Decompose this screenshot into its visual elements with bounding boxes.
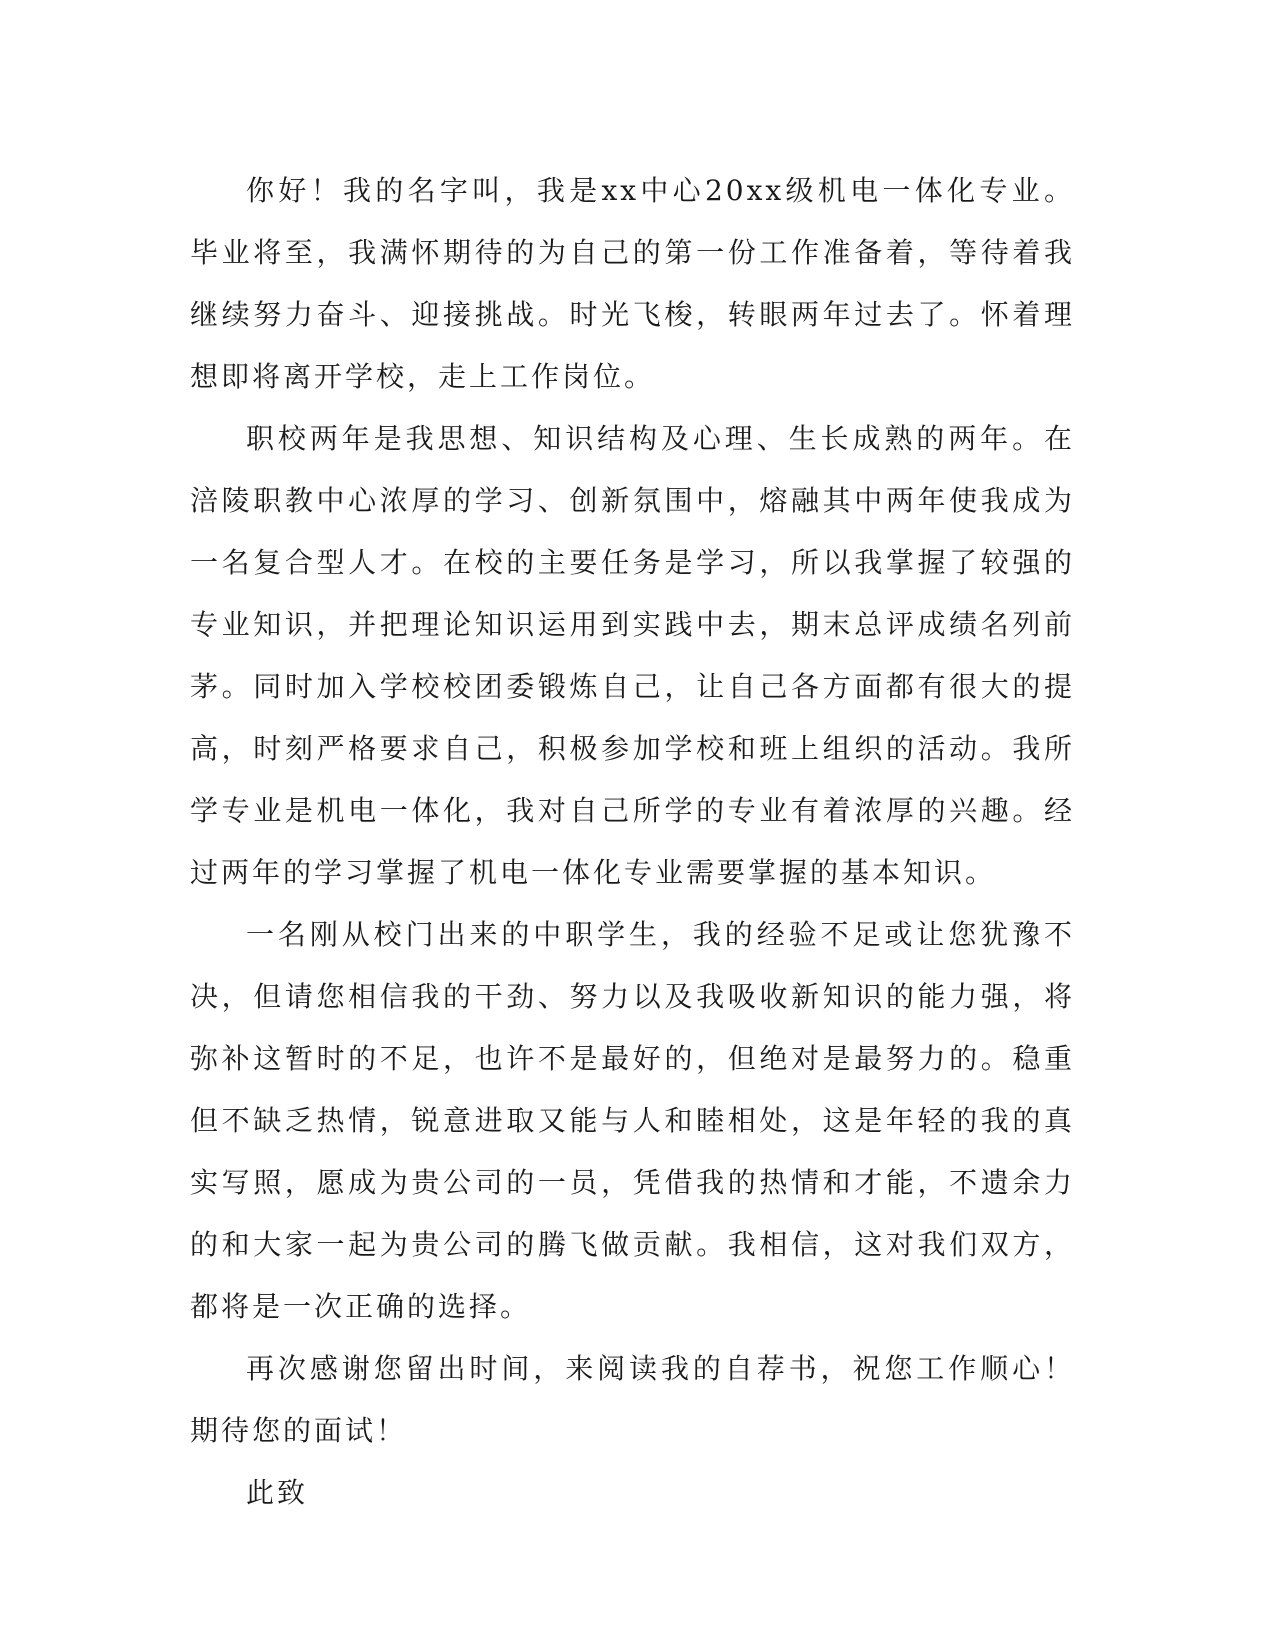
paragraph-thanks: 再次感谢您留出时间，来阅读我的自荐书，祝您工作顺心！期待您的面试！ bbox=[190, 1352, 1075, 1447]
paragraph-self-assessment: 一名刚从校门出来的中职学生，我的经验不足或让您犹豫不决，但请您相信我的干劲、努力以及我吸收新知识的能力强，将弥补这暂时的不足，也许不是最好的，但绝对是最努力的。稳重但不缺乏热情，锐意进取又能与人和睦相处，这是年轻的我的真实写照，愿成为贵公司的一员，凭借我的热情和才能，不遗余力的和大家一起为贵公司的腾飞做贡献。我相信，这对我们双方，都将是一次正确的选择。 bbox=[190, 918, 1075, 1323]
paragraph-greeting: 你好！我的名字叫，我是xx中心20xx级机电一体化专业。毕业将至，我满怀期待的为自己的第一份工作准备着，等待着我继续努力奋斗、迎接挑战。时光飞梭，转眼两年过去了。怀着理想即将离开学校，走上工作岗位。 bbox=[190, 174, 1075, 393]
closing-salutation: 此致 bbox=[246, 1476, 309, 1509]
document-body bbox=[190, 160, 1075, 1524]
paragraph-school-experience: 职校两年是我思想、知识结构及心理、生长成熟的两年。在涪陵职教中心浓厚的学习、创新氛围中，熔融其中两年使我成为一名复合型人才。在校的主要任务是学习，所以我掌握了较强的专业知识，并把理论知识运用到实践中去，期末总评成绩名列前茅。同时加入学校校团委锻炼自己，让自己各方面都有很大的提高，时刻严格要求自己，积极参加学校和班上组织的活动。我所学专业是机电一体化，我对自己所学的专业有着浓厚的兴趣。经过两年的学习掌握了机电一体化专业需要掌握的基本知识。 bbox=[190, 422, 1075, 889]
